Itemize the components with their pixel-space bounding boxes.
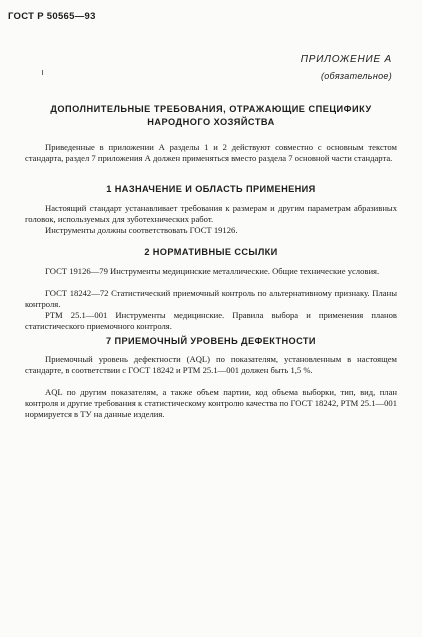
section-2-paragraph-1: ГОСТ 19126—79 Инструменты медицинские металлические. Общие технические условия. (45, 266, 380, 276)
section-2-paragraph-3: РТМ 25.1—001 Инструменты медицинские. Правила выбора и применения планов статистического приемочного контроля. (25, 310, 397, 331)
section-2-paragraph-2: ГОСТ 18242—72 Статистический приемочный контроль по альтернативному признаку. Планы контроля. (25, 288, 397, 309)
scan-mark (42, 70, 43, 75)
appendix-heading (301, 52, 392, 84)
section-1-paragraph-1: Настоящий стандарт устанавливает требования к размерам и другим параметрам абразивных головок, используемых для зуботехнических работ. (25, 203, 397, 224)
section-7-paragraph-1: Приемочный уровень дефектности (AQL) по показателям, установленным в настоящем стандарте, в соответствии с ГОСТ 18242 и РТМ 25.1—001 должен быть 1,5 %. (25, 354, 397, 375)
section-2-title: 2 НОРМАТИВНЫЕ ССЫЛКИ (144, 247, 278, 257)
intro-paragraph: Приведенные в приложении А разделы 1 и 2 действуют совместно с основным текстом стандарта, раздел 7 приложения А должен применяться вместо раздела 7 основной части стандарта. (25, 142, 397, 163)
section-1-paragraph-2: Инструменты должны соответствовать ГОСТ 19126. (45, 225, 238, 235)
appendix-status: (обязательное) (320, 71, 392, 81)
document-code: ГОСТ Р 50565—93 (8, 11, 96, 22)
section-7-title: 7 ПРИЕМОЧНЫЙ УРОВЕНЬ ДЕФЕКТНОСТИ (106, 336, 316, 346)
section-7-paragraph-2: AQL по другим показателям, а также объем партии, код объема выборки, тип, вид, план контроля и другие требования к статистическому контролю качества по ГОСТ 18242, РТМ 25.1—001 нормируется в ТУ на данные изделия. (25, 387, 397, 419)
main-title: ДОПОЛНИТЕЛЬНЫЕ ТРЕБОВАНИЯ, ОТРАЖАЮЩИЕ СПЕЦИФИКУ НАРОДНОГО ХОЗЯЙСТВА (50, 104, 372, 127)
appendix-title: ПРИЛОЖЕНИЕ А (300, 54, 392, 65)
section-1-title: 1 НАЗНАЧЕНИЕ И ОБЛАСТЬ ПРИМЕНЕНИЯ (106, 184, 316, 194)
